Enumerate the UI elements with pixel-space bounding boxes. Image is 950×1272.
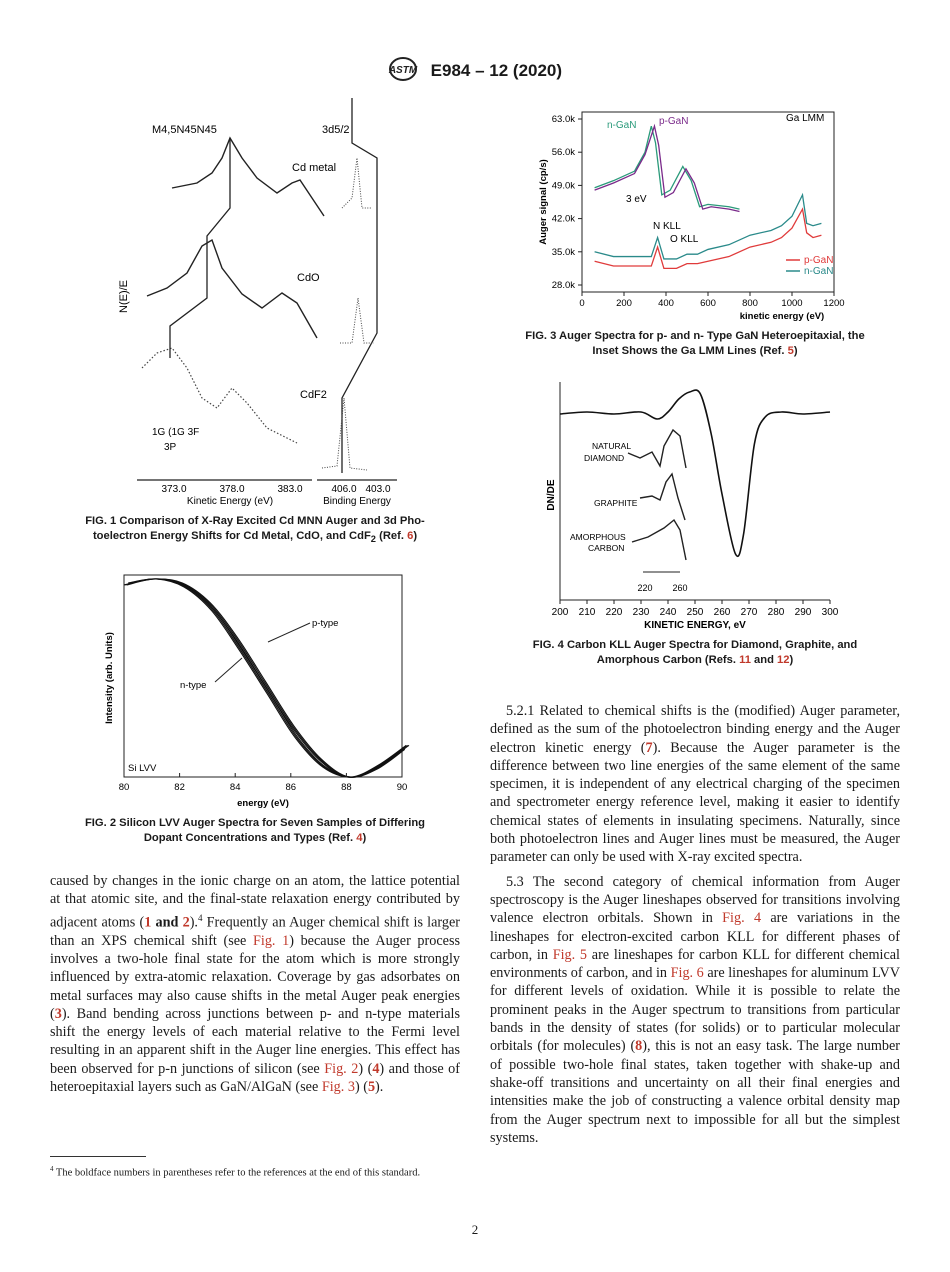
- footnote: [50, 1163, 460, 1180]
- footnote-number: 4: [50, 1165, 54, 1173]
- fig3-plot-frame: [582, 112, 834, 292]
- fig3-legend-n-gan: n-GaN: [804, 266, 834, 277]
- logo-text: ASTM: [388, 65, 418, 76]
- fig4-inset-diamond-curve: [628, 430, 686, 468]
- footnote-rule: [50, 1156, 146, 1157]
- fig4-link[interactable]: Fig. 4: [722, 910, 762, 927]
- fig2-series-line-n-type: [131, 579, 409, 777]
- fig3-annotation-ga-lmm: Ga LMM: [786, 113, 825, 124]
- text-run: ). Because the Auger parameter is the difference between two line energies of the same element of the same specimen, it is independent of any electrical charging of the specimen and spectrometer energy reference level, making it easier to identify chemical states of elements in insulating specimens. Naturally, since both photoelectron lines and Auger lines must be measured, the Auger parameter can only be used with X-ray excited spectra.: [490, 739, 900, 866]
- ref-link-5[interactable]: 5: [367, 1079, 376, 1095]
- fig1-tick-label-be: 403.0: [365, 484, 391, 495]
- text-run: 5.3 The second category of chemical information from Auger spectroscopy is the Auger lineshapes observed for transitions involving valence electron orbitals. Shown in: [490, 873, 900, 927]
- fig4-label-diamond: DIAMOND: [584, 453, 625, 463]
- fig4-inset-amorphous-curve: [632, 520, 686, 560]
- fig4-x-tick-label: 270: [740, 607, 758, 618]
- fig2-plot-frame: [124, 575, 402, 777]
- fig2-series-line-p-type: [127, 579, 405, 777]
- fig2-caption-line2: Dopant Concentrations and Types (Ref.: [143, 832, 357, 844]
- fig1-xps-cdo-peak: [340, 298, 374, 343]
- text-run: caused by changes in the ionic charge on an atom, the lattice potential at that atomic site, and the final-state relaxation energy contributed by adjacent atoms (: [50, 873, 460, 931]
- fig3-y-tick-label: 28.0k: [551, 280, 575, 291]
- fig4-label-natural: NATURAL: [592, 441, 632, 451]
- fig2-annotation-n-type: n-type: [180, 680, 207, 691]
- fig3-xlabel: kinetic energy (eV): [739, 311, 825, 322]
- fig3-caption-ref-link[interactable]: 5: [787, 345, 794, 357]
- fig3-annotation-n-gan: n-GaN: [607, 120, 637, 131]
- fig2-arrow-n-type: [215, 658, 242, 682]
- fig2-caption-ref-link[interactable]: 4: [356, 832, 363, 844]
- fig3-x-tick-label: 0: [579, 298, 585, 309]
- fig3-caption-line2: Inset Shows the Ga LMM Lines (Ref.: [592, 345, 788, 357]
- fig1-cd-metal-curve: [172, 138, 324, 216]
- fig3-annotation-n-kll: N KLL: [653, 221, 681, 232]
- fig2-x-tick-label: 88: [341, 782, 352, 793]
- fig2-series-line-n-type: [130, 579, 408, 777]
- fig4-caption-end: ): [789, 654, 794, 666]
- text-run: Frequently an Auger chemical shift is larger than an XPS chemical shift (see: [50, 914, 461, 949]
- fig3-inset-line-p-GaN: [595, 126, 740, 211]
- fig4-label-carbon: CARBON: [588, 543, 625, 553]
- fig1-ylabel: N(E)/E: [118, 280, 130, 313]
- fig3-chart: [532, 104, 852, 326]
- fig4-caption-line2: Amorphous Carbon (Refs.: [596, 654, 740, 666]
- fig4-caption-ref-link[interactable]: 12: [777, 654, 790, 666]
- fig1-caption-sub: 2: [370, 534, 376, 545]
- ref-link-7[interactable]: 7: [645, 739, 653, 756]
- fig1-xlabel: Kinetic Energy (eV): [186, 496, 274, 507]
- fig1-shift-line: [170, 138, 230, 358]
- text-run: ). Band bending across junctions between p- and n-type materials shift the energy levels of each material relative to the Fermi level resulting in an apparent shift in the Auger line energies. This effect has been observed for p-n junctions of silicon (see: [50, 1005, 460, 1077]
- fig1-tick-label-be: 406.0: [331, 484, 357, 495]
- fig1-xps-cd-peak: [342, 158, 372, 208]
- fig1-cdo-label: CdO: [297, 272, 320, 284]
- fig4-inset-graphite-curve: [640, 474, 685, 520]
- footnote-text: The boldface numbers in parentheses refer to the references at the end of this standard.: [53, 1167, 421, 1179]
- text-run: ) (: [358, 1060, 373, 1077]
- fig2-xlabel: energy (eV): [237, 798, 289, 809]
- fig4-x-tick-label: 240: [659, 607, 677, 618]
- text-run: ).: [375, 1079, 384, 1095]
- page-number: 2: [471, 1222, 479, 1237]
- fig1-xps-label: 3d5/2: [322, 124, 350, 136]
- right-column-text: [490, 702, 900, 1147]
- fig1-cd-metal-label: Cd metal: [292, 162, 337, 174]
- fig2-x-tick-label: 82: [174, 782, 185, 793]
- text-run: are lineshapes for aluminum LVV for different levels of oxidation. While it is possible to relate the prominent peaks in the Auger spectrum to transitions from particular bands in the density of states (for solids) or to particular molecular orbitals (for molecules) (: [490, 965, 900, 1055]
- ref-link-4[interactable]: 4: [372, 1060, 380, 1077]
- fig2-caption: [50, 816, 460, 846]
- fig4-chart: [540, 380, 850, 632]
- fig3-x-tick-label: 1200: [823, 298, 845, 309]
- fig2-caption-line1: FIG. 2 Silicon LVV Auger Spectra for Seven Samples of Differing: [84, 817, 426, 829]
- fig1-state-marks: 1G (1G 3F: [152, 427, 200, 438]
- fig4-label-graphite: GRAPHITE: [594, 498, 638, 508]
- ref-link-8[interactable]: 8: [635, 1038, 643, 1055]
- page-header: [0, 56, 950, 87]
- fig1-cdf2-label: CdF2: [300, 389, 327, 401]
- fig2-link[interactable]: Fig. 2: [324, 1060, 359, 1077]
- fig4-caption-line1: FIG. 4 Carbon KLL Auger Spectra for Diamond, Graphite, and: [532, 639, 858, 651]
- fig4-ylabel: DN/DE: [546, 479, 557, 511]
- fig4-label-amorphous: AMORPHOUS: [570, 532, 626, 542]
- fig4-xlabel: KINETIC ENERGY, eV: [644, 620, 746, 631]
- fig1-caption-ref-prefix: (Ref.: [376, 530, 408, 542]
- fig4-x-tick-label: 230: [632, 607, 650, 618]
- fig3-y-tick-label: 35.0k: [551, 246, 575, 258]
- fig2-x-tick-label: 80: [118, 782, 130, 793]
- fig1-xlabel-be: Binding Energy: [323, 496, 391, 507]
- text-run: ).: [189, 914, 198, 931]
- fig3-ylabel: Auger signal (cp/s): [538, 159, 549, 245]
- paragraph-5-3: [490, 873, 900, 1147]
- fig1-xps-shift-line: [342, 98, 377, 473]
- fig4-x-tick-label: 200: [551, 607, 569, 618]
- fig3-legend-p-gan: p-GaN: [804, 255, 834, 266]
- text-run: are lineshapes for carbon KLL for different chemical environments of carbon, and in: [490, 946, 900, 982]
- fig2-x-tick-label: 90: [396, 782, 408, 793]
- fig4-caption: [490, 638, 900, 668]
- fig4-x-tick-label: 300: [821, 607, 839, 618]
- ref-link-1[interactable]: 1: [144, 914, 152, 931]
- astm-logo: [388, 56, 418, 87]
- fig4-x-tick-label: 260: [713, 607, 731, 618]
- fig3-annotation-o-kll: O KLL: [670, 234, 699, 245]
- fig3-x-tick-label: 400: [658, 298, 674, 309]
- fig3-caption: [490, 329, 900, 359]
- fig2-chart: [100, 570, 420, 815]
- text-run: are variations in the lineshapes for electron-excited carbon KLL for different phases of carbon, in: [490, 910, 900, 963]
- fig3-caption-line1: FIG. 3 Auger Spectra for p- and n- Type GaN Heteroepitaxial, the: [525, 330, 865, 342]
- footnote-marker: 4: [197, 912, 203, 923]
- fig3-x-tick-label: 1000: [781, 298, 803, 309]
- text-run-bold: and: [151, 914, 183, 931]
- fig1-caption-line2: toelectron Energy Shifts for Cd Metal, CdO, and CdF: [92, 530, 371, 542]
- fig2-ylabel: Intensity (arb. Units): [104, 632, 115, 724]
- text-run: ) and those of heteroepitaxial layers such as GaN/AlGaN (see: [50, 1060, 460, 1095]
- fig1-tick-label: 383.0: [277, 484, 303, 495]
- fig2-arrow-p-type: [268, 623, 310, 642]
- text-run: ) because the Auger process involves a two-hole final state for the atom which is more strongly influenced by extra-atomic relaxation. Coverage by gas adsorbates on metal surfaces may also cause shifts in the metal Auger peak energies (: [50, 932, 460, 1022]
- fig4-x-tick-label: 250: [686, 607, 704, 618]
- fig1-tick-label: 378.0: [219, 484, 245, 495]
- fig1-caption-line1: FIG. 1 Comparison of X-Ray Excited Cd MNN Auger and 3d Pho-: [85, 515, 425, 527]
- fig3-y-tick-label: 56.0k: [551, 147, 575, 159]
- fig1-caption-ref-link[interactable]: 6: [407, 530, 414, 542]
- ref-link-2[interactable]: 2: [182, 914, 190, 931]
- fig1-figure: [112, 98, 472, 508]
- left-column-text: [50, 872, 460, 1096]
- fig2-annotation-p-type: p-type: [312, 618, 339, 629]
- fig4-x-tick-label: 210: [578, 607, 596, 618]
- fig3-caption-end: ): [793, 345, 798, 357]
- fig4-inset-tick: 260: [672, 583, 688, 593]
- fig1-state-marks-3p: 3P: [164, 442, 177, 453]
- fig4-x-tick-label: 280: [767, 607, 785, 618]
- text-run: ), this is not an easy task. The large number of possible two-hole final states, taken together with shake-up and shake-off transitions and uncertainty on all their final energies and intensities make the job of constructing a valence orbital density map from the Auger spectrum next to impossible for all but the simplest systems.: [490, 1038, 900, 1146]
- fig4-x-tick-label: 220: [605, 607, 623, 618]
- fig1-link[interactable]: Fig. 1: [253, 932, 290, 949]
- fig4-caption-ref-link[interactable]: 11: [739, 654, 751, 666]
- ref-link-3[interactable]: 3: [54, 1005, 62, 1022]
- fig3-link[interactable]: Fig. 3: [321, 1079, 355, 1095]
- fig6-link[interactable]: Fig. 6: [670, 965, 704, 982]
- fig2-annotation-si-lvv: Si LVV: [128, 763, 157, 774]
- document-designation: E984 – 12 (2020): [430, 60, 563, 80]
- fig5-link[interactable]: Fig. 5: [552, 946, 588, 963]
- fig3-y-tick-label: 63.0k: [551, 114, 575, 125]
- fig3-y-tick-label: 49.0k: [551, 180, 575, 192]
- fig1-auger-label: M4,5N45N45: [152, 124, 217, 136]
- text-run: ) (: [354, 1079, 368, 1095]
- fig3-annotation-3ev: 3 eV: [626, 194, 647, 205]
- paragraph-chemical-shift: [50, 872, 460, 1096]
- fig3-x-tick-label: 600: [700, 298, 716, 309]
- fig2-caption-end: ): [362, 832, 367, 844]
- fig2-x-tick-label: 84: [229, 782, 241, 793]
- fig4-inset-tick: 220: [637, 583, 653, 593]
- fig3-x-tick-label: 800: [742, 298, 758, 309]
- fig2-x-tick-label: 86: [285, 782, 297, 793]
- fig1-caption: [50, 514, 460, 547]
- fig1-xps-cdf2-peak: [322, 398, 367, 470]
- fig2-series-line-p-type: [125, 579, 403, 777]
- fig4-x-tick-label: 290: [794, 607, 812, 618]
- fig2-series-line-n-type: [128, 579, 406, 777]
- fig3-annotation-p-gan: p-GaN: [659, 116, 689, 127]
- text-run: 5.2.1 Related to chemical shifts is the (modified) Auger parameter, defined as the sum of the photoelectron binding energy and the Auger electron kinetic energy (: [490, 703, 900, 756]
- fig4-caption-and: and: [750, 654, 778, 666]
- fig1-tick-label: 373.0: [161, 484, 187, 495]
- fig1-caption-end: ): [413, 530, 418, 542]
- fig3-y-tick-label: 42.0k: [551, 213, 575, 225]
- fig3-x-tick-label: 200: [616, 298, 632, 309]
- paragraph-5-2-1: [490, 702, 900, 867]
